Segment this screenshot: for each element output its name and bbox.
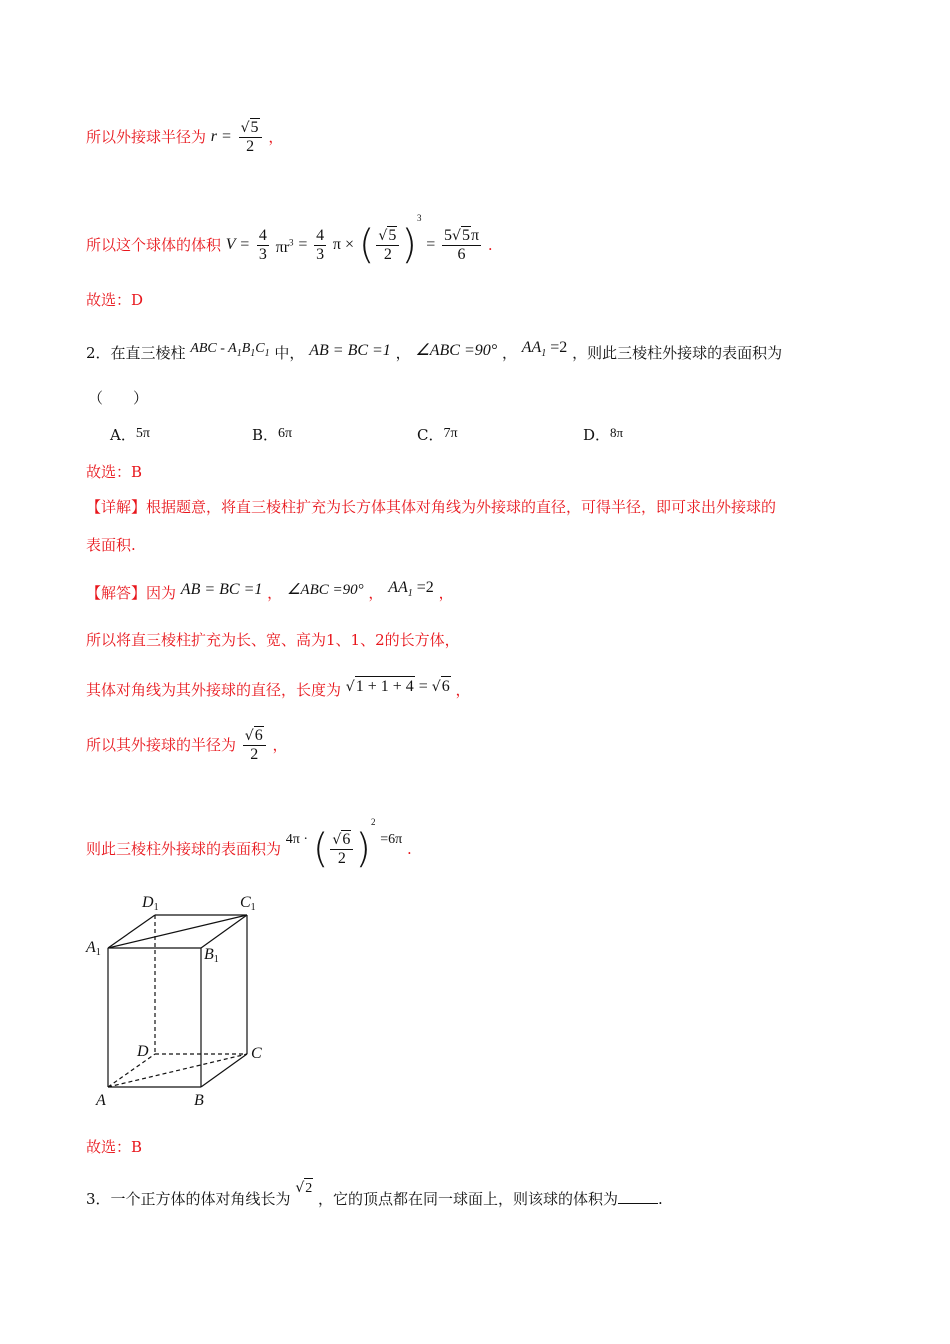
expand-line: 所以将直三棱柱扩充为长、宽、高为1、1、2的长方体， bbox=[86, 631, 460, 649]
area-fraction: $\frac{√6}{2}$ bbox=[330, 830, 353, 868]
volume-inner-fraction: $\frac{√5}{2}$ bbox=[376, 226, 399, 264]
area-line bbox=[86, 812, 412, 872]
q2-prism: ABC - $A_1B_1C_1$ bbox=[190, 341, 270, 359]
diag-tail: ， bbox=[455, 681, 471, 699]
solve-s1: ， bbox=[267, 584, 283, 602]
q2-tail: ，则此三棱柱外接球的表面积为 bbox=[572, 344, 783, 362]
q2-cond1: AB = BC =1 bbox=[309, 342, 391, 359]
option-d[interactable]: D．8π bbox=[583, 425, 624, 444]
q3-prefix: 3．一个正方体的体对角线长为 bbox=[86, 1190, 291, 1208]
volume-f1-den: 3 bbox=[258, 245, 267, 263]
radius-num: 5 bbox=[250, 119, 259, 136]
volume-f2-num: 4 bbox=[316, 226, 325, 244]
volume-eq2: = bbox=[298, 236, 308, 253]
solve-prefix: 【解答】因为 bbox=[86, 584, 177, 602]
option-c[interactable]: C．7π bbox=[417, 426, 458, 444]
volume-res-den: 6 bbox=[457, 246, 466, 263]
r-fraction: $\frac{√6}{2}$ bbox=[243, 726, 266, 764]
diag-line bbox=[86, 676, 471, 700]
q2-cond3: $AA_1 =2$ bbox=[521, 339, 568, 360]
solve-c1: AB = BC =1 bbox=[180, 581, 263, 598]
solve-c2: ∠ABC =90° bbox=[286, 582, 364, 598]
r-tail: ， bbox=[272, 736, 288, 754]
volume-eq3: = bbox=[426, 236, 436, 253]
q3-rad: √2 bbox=[295, 1181, 313, 1196]
label-d1: D1 bbox=[142, 894, 159, 913]
radius-line bbox=[86, 118, 283, 168]
diag-expr: √1 + 1 + 4 = √6 bbox=[345, 678, 450, 695]
area-den: 2 bbox=[337, 850, 346, 867]
option-a[interactable]: A．5π bbox=[110, 426, 150, 444]
area-right-paren: ) bbox=[355, 826, 371, 872]
right-paren: ) bbox=[401, 222, 417, 268]
q2-cond2: ∠ABC =90° bbox=[415, 342, 498, 359]
label-a1: A1 bbox=[86, 939, 101, 958]
radius-tail: ， bbox=[268, 128, 284, 146]
question-3 bbox=[86, 1178, 663, 1208]
label-c: C bbox=[251, 1045, 262, 1062]
edge-a1-d1 bbox=[108, 915, 155, 948]
area-exp: 2 bbox=[370, 817, 376, 827]
radius-den: 2 bbox=[246, 138, 255, 155]
diag-text: 其体对角线为其外接球的直径，长度为 bbox=[86, 681, 342, 699]
volume-fraction-1 bbox=[257, 227, 269, 264]
q3-end: . bbox=[658, 1190, 663, 1208]
volume-in-den: 2 bbox=[383, 246, 392, 263]
solve-c3: $AA_1 =2$ bbox=[388, 579, 434, 600]
label-b: B bbox=[194, 1092, 204, 1109]
detail-line-1: 【详解】根据题意，将直三棱柱扩充为长方体其体对角线为外接球的直径，可得半径，即可求出外接球的 bbox=[86, 498, 777, 516]
prism-figure bbox=[80, 885, 280, 1115]
volume-exp2: 3 bbox=[416, 213, 422, 223]
option-b[interactable]: B．6π bbox=[252, 426, 293, 444]
radius-eq: r = bbox=[210, 128, 232, 145]
detail-line-2: 表面积. bbox=[86, 536, 136, 554]
answer-label: 故选：B bbox=[86, 463, 143, 481]
radius-fraction: $\frac{√5}{2}$ bbox=[239, 118, 262, 156]
volume-text: 所以这个球体的体积 bbox=[86, 236, 222, 254]
volume-f2-den: 3 bbox=[316, 245, 325, 263]
label-d: D bbox=[137, 1043, 149, 1060]
label-b1: B1 bbox=[204, 946, 219, 965]
question-2 bbox=[86, 338, 782, 364]
volume-in-num: 5 bbox=[388, 227, 397, 244]
r-line bbox=[86, 726, 288, 776]
r-text: 所以其外接球的半径为 bbox=[86, 736, 237, 754]
diag-a1-c1 bbox=[108, 915, 247, 948]
radius-text: 所以外接球半径为 bbox=[86, 128, 207, 146]
answer-blank[interactable] bbox=[618, 1189, 658, 1204]
area-tail: . bbox=[406, 840, 412, 858]
q2-sep2: ， bbox=[501, 344, 517, 362]
solve-s2: ， bbox=[368, 584, 384, 602]
solve-line bbox=[86, 578, 454, 604]
q2-number: 2．在直三棱柱 bbox=[86, 344, 186, 362]
answer-2: 故选：B bbox=[86, 1138, 143, 1156]
solve-s3: ， bbox=[438, 584, 454, 602]
q2-sep1: ， bbox=[395, 344, 411, 362]
diag-a-c bbox=[108, 1054, 247, 1087]
volume-v: V = bbox=[225, 236, 251, 253]
q2-mid: 中， bbox=[274, 344, 305, 362]
label-c1: C1 bbox=[240, 894, 256, 913]
q3-tail: ，它的顶点都在同一球面上，则该球的体积为 bbox=[318, 1190, 619, 1208]
area-4pi: 4π · bbox=[285, 832, 309, 847]
volume-tail: . bbox=[487, 236, 493, 254]
volume-f1-num: 4 bbox=[258, 226, 267, 244]
volume-pi-times: π × bbox=[332, 236, 355, 253]
volume-line bbox=[86, 208, 493, 268]
volume-result-fraction: $\frac{5√5\pi}{6}$ bbox=[444, 227, 480, 263]
area-text: 则此三棱柱外接球的表面积为 bbox=[86, 840, 282, 858]
area-left-paren: ( bbox=[312, 826, 329, 872]
volume-pir: $\pi r^3$ bbox=[275, 237, 294, 256]
answer-1: 故选：D bbox=[86, 291, 144, 309]
r-den: 2 bbox=[250, 746, 259, 763]
q2-paren: （ ） bbox=[88, 389, 149, 407]
area-eq: =6π bbox=[380, 832, 403, 847]
label-a: A bbox=[96, 1092, 106, 1109]
volume-fraction-2 bbox=[314, 227, 326, 264]
left-paren: ( bbox=[358, 222, 375, 268]
